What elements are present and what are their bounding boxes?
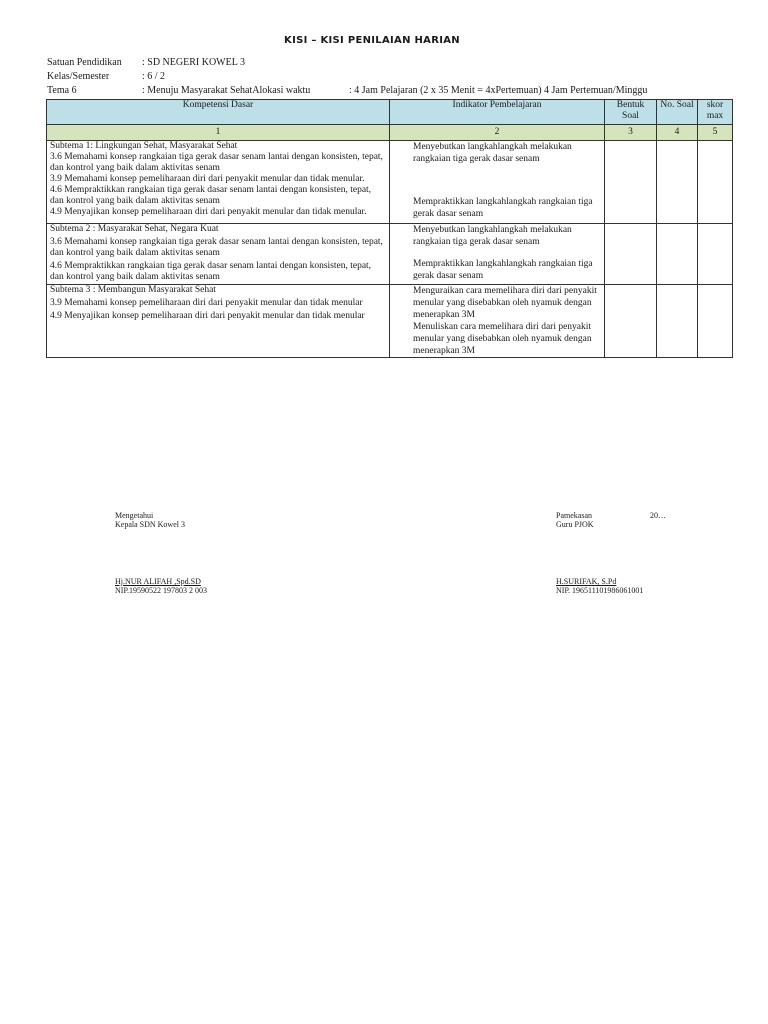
indikator-cell	[390, 224, 605, 285]
column-number: 3	[605, 125, 657, 141]
signature-right-block	[556, 577, 643, 595]
kd-item: 4.9 Menyajikan konsep pemeliharaan diri dari penyakit menular dan tidak menular.	[50, 207, 367, 217]
signature-right-line1: Pamekasan	[556, 511, 592, 520]
meta-satuan-value: : SD NEGERI KOWEL 3	[142, 57, 245, 68]
subtema-title: Subtema 2 : Masyarakat Sehat, Negara Kuat	[50, 224, 219, 234]
skor-max-cell	[698, 224, 733, 285]
meta-kelas-value: : 6 / 2	[142, 71, 166, 82]
no-soal-cell	[657, 224, 698, 285]
signature-date: 20…	[650, 511, 666, 520]
meta-satuan-label: Satuan Pendidikan	[47, 57, 122, 68]
indikator-item: Menuliskan cara memelihara diri dari penyakit menular yang disebabkan oleh nyamuk dengan menerapkan 3M	[413, 322, 592, 356]
meta-tema-value: : Menuju Masyarakat SehatAlokasi waktu	[142, 85, 311, 96]
kd-cell	[47, 224, 390, 285]
indikator-item: Mempraktikkan langkahlangkah rangkaian tiga gerak dasar senam	[413, 259, 593, 281]
signature-right-nip: NIP. 196511101986061001	[556, 586, 644, 595]
header-no-soal: No. Soal	[657, 100, 698, 125]
column-number: 1	[47, 125, 390, 141]
kd-item: 3.9 Memahami konsep pemeliharaan diri dari penyakit menular dan tidak menular.	[50, 174, 365, 184]
no-soal-cell	[657, 285, 698, 358]
kd-item: 3.6 Memahami konsep rangkaian tiga gerak dasar senam lantai dengan konsisten, tepat, dan kontrol yang baik dalam aktivitas senam	[50, 237, 383, 258]
skor-max-cell	[698, 285, 733, 358]
bentuk-soal-cell	[605, 285, 657, 358]
table-row	[47, 224, 733, 285]
subtema-title: Subtema 1: Lingkungan Sehat, Masyarakat Sehat	[50, 141, 238, 151]
indikator-item: Menyebutkan langkahlangkah melakukan rangkaian tiga gerak dasar senam	[413, 142, 572, 164]
meta-kelas-label: Kelas/Semester	[47, 71, 110, 82]
header-indikator: Indikator Pembelajaran	[390, 100, 605, 125]
kd-item: 4.9 Menyajikan konsep pemeliharaan diri dari penyakit menular dan tidak menular	[50, 311, 365, 321]
document-title: KISI – KISI PENILAIAN HARIAN	[284, 35, 460, 46]
signature-right-heading	[556, 511, 594, 529]
kd-cell	[47, 141, 390, 224]
meta-tema-label: Tema 6	[47, 85, 77, 96]
kd-item: 3.6 Memahami konsep rangkaian tiga gerak dasar senam lantai dengan konsisten, tepat, dan kontrol yang baik dalam aktivitas senam	[50, 152, 383, 173]
indikator-item: Menguraikan cara memelihara diri dari penyakit menular yang disebabkan oleh nyamuk dengan menerapkan 3M	[413, 286, 597, 320]
signature-left-block	[115, 577, 207, 595]
kisi-table	[46, 99, 733, 358]
column-number: 2	[390, 125, 605, 141]
header-bentuk-soal: Bentuk Soal	[605, 100, 657, 125]
table-row	[47, 285, 733, 358]
column-number-row	[47, 125, 733, 141]
signature-left-line1: Mengetahui	[115, 511, 154, 520]
no-soal-cell	[657, 141, 698, 224]
indikator-cell	[390, 285, 605, 358]
signature-left-line2: Kepala SDN Kowel 3	[115, 520, 185, 529]
column-number: 5	[698, 125, 733, 141]
bentuk-soal-cell	[605, 224, 657, 285]
indikator-cell	[390, 141, 605, 224]
header-skor-max: skor max	[698, 100, 733, 125]
indikator-item: Menyebutkan langkahlangkah melakukan rangkaian tiga gerak dasar senam	[413, 225, 572, 247]
header-kompetensi-dasar: Kompetensi Dasar	[47, 100, 390, 125]
table-row	[47, 141, 733, 224]
kd-item: 4.6 Mempraktikkan rangkaian tiga gerak dasar senam lantai dengan konsisten, tepat, dan kontrol yang baik dalam aktivitas senam	[50, 261, 372, 282]
signature-left-heading	[115, 511, 185, 529]
subtema-title: Subtema 3 : Membangun Masyarakat Sehat	[50, 285, 216, 295]
indikator-item: Mempraktikkan langkahlangkah rangkaian tiga gerak dasar senam	[413, 197, 593, 219]
column-number: 4	[657, 125, 698, 141]
kd-item: 4.6 Mempraktikkan rangkaian tiga gerak dasar senam lantai dengan konsisten, tepat, dan kontrol yang baik dalam aktivitas senam	[50, 185, 372, 206]
signature-right-line2: Guru PJOK	[556, 520, 594, 529]
skor-max-cell	[698, 141, 733, 224]
signature-left-nip: NIP.19590522 197803 2 003	[115, 586, 208, 595]
kd-item: 3.9 Memahami konsep pemeliharaan diri dari penyakit menular dan tidak menular	[50, 298, 363, 308]
meta-alokasi-waktu: : 4 Jam Pelajaran (2 x 35 Menit = 4xPertemuan) 4 Jam Pertemuan/Minggu	[349, 85, 648, 96]
table-header-row	[47, 100, 733, 125]
bentuk-soal-cell	[605, 141, 657, 224]
signature-right-name: H.SURIFAK, S.Pd	[556, 577, 617, 586]
signature-left-name: Hj.NUR ALIFAH ,Spd.SD	[115, 577, 201, 586]
kd-cell	[47, 285, 390, 358]
